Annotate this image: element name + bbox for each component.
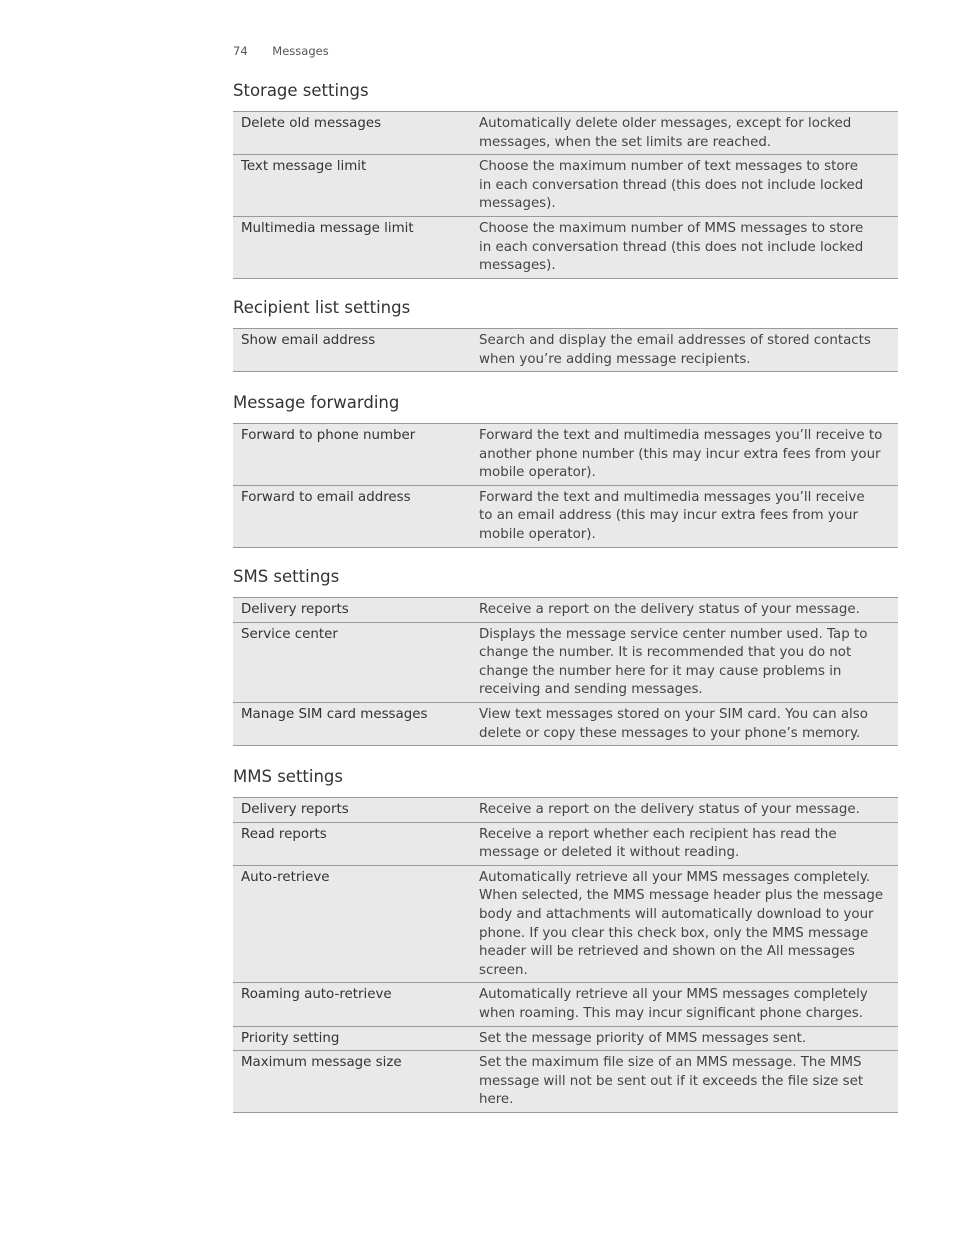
table-row [233,798,898,823]
description-line: body and attachments will automatically download to your [479,906,874,922]
setting-name: Delivery reports [241,802,349,817]
description-line: to an email address (this may incur extra fees from your [479,508,858,524]
description-line: in each conversation thread (this does not include locked [479,177,864,193]
setting-description [470,1054,898,1110]
setting-name: Delete old messages [241,116,382,131]
setting-description [470,220,898,276]
table-row [233,703,898,746]
chapter-name: Messages [272,44,329,58]
setting-name: Forward to phone number [241,428,416,443]
table-row [233,1051,898,1113]
setting-name: Auto-retrieve [241,869,330,885]
description-line: another phone number (this may incur extra fees from your [479,446,881,462]
description-line: header will be retrieved and shown on the All messages [479,944,855,960]
section-title-mms-settings: MMS settings [233,767,343,786]
description-line: Choose the maximum number of text messages to store [479,159,858,175]
setting-description [470,801,898,820]
table-row [233,866,898,984]
settings-table-message-forwarding [233,423,898,548]
running-header [233,44,329,58]
setting-description [470,601,898,620]
description-line: Forward the text and multimedia messages you’ll receive [479,489,865,505]
setting-description [470,826,898,863]
description-line: Forward the text and multimedia messages you’ll receive to [479,428,883,443]
settings-table-storage-settings [233,111,898,279]
description-line: messages, when the set limits are reached. [479,134,772,150]
table-row [233,217,898,279]
table-row [233,486,898,548]
description-line: change the number. It is recommended that you do not [479,645,852,661]
description-line: when roaming. This may incur significant phone charges. [479,1005,864,1021]
setting-description [470,1030,898,1049]
description-line: Displays the message service center number used. Tap to [479,626,868,642]
description-line: Choose the maximum number of MMS messages to store [479,220,864,236]
description-line: Receive a report on the delivery status of your message. [479,602,860,617]
table-row [233,155,898,217]
setting-description [470,489,898,545]
setting-name: Show email address [241,333,376,348]
description-line: here. [479,1092,514,1108]
table-row [233,983,898,1026]
description-line: When selected, the MMS message header plus the message [479,888,884,904]
description-line: Set the maximum file size of an MMS message. The MMS [479,1055,862,1071]
section-title-recipient-list-settings: Recipient list settings [233,298,411,317]
setting-name: Multimedia message limit [241,220,414,236]
section-title-storage-settings: Storage settings [233,81,369,100]
settings-table-sms-settings [233,597,898,746]
description-line: mobile operator). [479,465,596,481]
description-line: phone. If you clear this check box, only the MMS message [479,925,869,941]
table-row [233,329,898,372]
table-row [233,1027,898,1052]
description-line: messages). [479,258,556,274]
settings-table-mms-settings [233,797,898,1113]
description-line: message will not be sent out if it exceeds the file size set [479,1073,864,1089]
description-line: Set the message priority of MMS messages sent. [479,1030,807,1046]
description-line: Automatically retrieve all your MMS messages completely [479,987,868,1003]
settings-table-recipient-list-settings [233,328,898,372]
setting-description [470,626,898,700]
description-line: change the number here for it may cause problems in [479,663,842,679]
description-line: View text messages stored on your SIM card. You can also [479,706,868,722]
setting-name: Roaming auto-retrieve [241,987,392,1003]
description-line: mobile operator). [479,526,596,542]
table-row [233,823,898,866]
setting-name: Manage SIM card messages [241,706,428,722]
setting-description [470,869,898,981]
table-row [233,112,898,155]
setting-description [470,115,898,152]
description-line: Automatically delete older messages, except for locked [479,116,852,131]
description-line: when you’re adding message recipients. [479,351,751,367]
description-line: receiving and sending messages. [479,682,703,698]
description-line: Automatically retrieve all your MMS messages completely. [479,869,871,885]
setting-description [470,332,898,369]
setting-name: Forward to email address [241,489,411,505]
page-number: 74 [233,44,248,58]
setting-description [470,986,898,1023]
description-line: messages). [479,196,556,212]
setting-description [470,706,898,743]
description-line: Receive a report on the delivery status of your message. [479,802,860,817]
table-row [233,424,898,486]
description-line: screen. [479,962,528,978]
description-line: in each conversation thread (this does not include locked [479,239,864,255]
description-line: Search and display the email addresses of stored contacts [479,333,871,348]
setting-name: Priority setting [241,1030,340,1046]
section-title-message-forwarding: Message forwarding [233,393,400,412]
setting-name: Text message limit [241,159,367,175]
table-row [233,623,898,703]
setting-name: Maximum message size [241,1055,402,1071]
setting-description [470,427,898,483]
setting-name: Service center [241,626,338,642]
setting-description [470,158,898,214]
setting-name: Delivery reports [241,602,349,617]
section-title-sms-settings: SMS settings [233,567,340,586]
description-line: Receive a report whether each recipient has read the [479,826,837,842]
table-row [233,598,898,623]
setting-name: Read reports [241,826,327,842]
description-line: delete or copy these messages to your phone’s memory. [479,725,861,741]
description-line: message or deleted it without reading. [479,845,740,861]
